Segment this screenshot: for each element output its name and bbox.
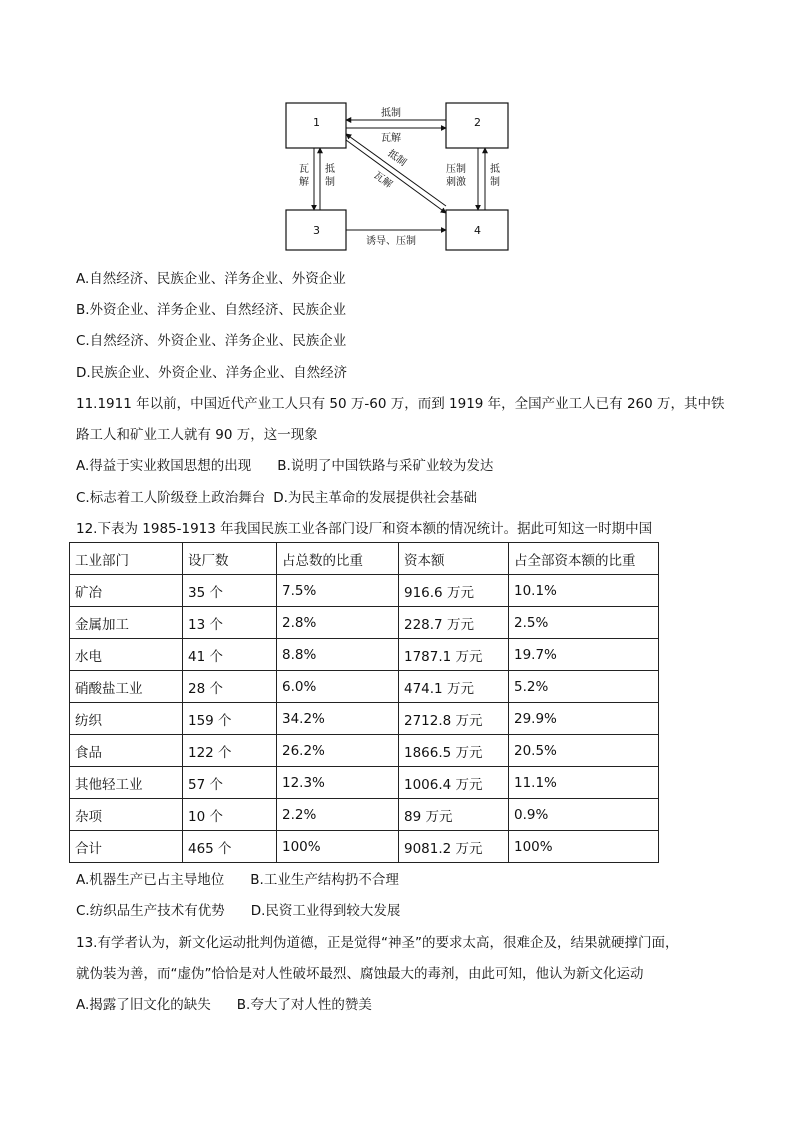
table-cell: 1787.1 万元 [399, 639, 509, 671]
svg-text:瓦: 瓦 [299, 164, 309, 175]
svg-text:制: 制 [490, 177, 500, 188]
table-cell: 7.5% [277, 575, 399, 607]
table-cell: 19.7% [509, 639, 659, 671]
label-1-3-a [299, 163, 309, 188]
table-row [70, 639, 659, 671]
box-4-label: 4 [474, 224, 481, 237]
q13-stem-line2: 就伪装为善，而“虚伪”恰恰是对人性破坏最烈、腐蚀最大的毒剂，由此可知，他认为新文化运动 [76, 966, 644, 982]
table-cell: 13 个 [183, 607, 277, 639]
q12-option-c: C.纺织品生产技术有优势 [76, 903, 225, 919]
svg-text:制: 制 [325, 177, 335, 188]
label-1-4: 瓦解 [371, 170, 395, 191]
table-cell: 1006.4 万元 [399, 767, 509, 799]
box-1-label: 1 [313, 116, 320, 129]
table-header-cell: 占全部资本额的比重 [509, 543, 659, 575]
table-cell: 465 个 [183, 831, 277, 863]
label-4-2 [490, 162, 500, 188]
table-cell: 9081.2 万元 [399, 831, 509, 863]
table-cell: 34.2% [277, 703, 399, 735]
table-cell: 228.7 万元 [399, 607, 509, 639]
table-header-cell: 占总数的比重 [277, 543, 399, 575]
q10-option-d: D.民族企业、外资企业、洋务企业、自然经济 [76, 365, 348, 381]
table-cell: 26.2% [277, 735, 399, 767]
table-cell: 2.8% [277, 607, 399, 639]
table-cell: 矿冶 [70, 575, 183, 607]
svg-text:刺激: 刺激 [446, 177, 466, 188]
table-row [70, 831, 659, 863]
table-cell: 2.5% [509, 607, 659, 639]
label-2-4 [446, 162, 466, 188]
q12-option-a: A.机器生产已占主导地位 [76, 872, 225, 888]
table-row [70, 607, 659, 639]
table-cell: 474.1 万元 [399, 671, 509, 703]
table-cell: 纺织 [70, 703, 183, 735]
table-cell: 10 个 [183, 799, 277, 831]
q11-option-d: D.为民主革命的发展提供社会基础 [273, 490, 477, 506]
q12-option-b: B.工业生产结构扔不合理 [250, 872, 399, 888]
table-row [70, 671, 659, 703]
table-cell: 2.2% [277, 799, 399, 831]
table-cell: 89 万元 [399, 799, 509, 831]
table-cell: 1866.5 万元 [399, 735, 509, 767]
box-3-label: 3 [313, 224, 320, 237]
table-header-cell: 资本额 [399, 543, 509, 575]
industry-table [69, 542, 659, 863]
q11-options-ab [76, 457, 493, 475]
q11-option-c: C.标志着工人阶级登上政治舞台 [76, 490, 266, 506]
table-cell: 29.9% [509, 703, 659, 735]
q13-options-ab [76, 996, 372, 1014]
table-row [70, 735, 659, 767]
table-cell: 8.8% [277, 639, 399, 671]
table-row [70, 799, 659, 831]
table-cell: 硝酸盐工业 [70, 671, 183, 703]
box-2-label: 2 [474, 116, 481, 129]
table-cell: 合计 [70, 831, 183, 863]
table-cell: 10.1% [509, 575, 659, 607]
table-header-cell: 设厂数 [183, 543, 277, 575]
table-cell: 水电 [70, 639, 183, 671]
label-2-1: 瓦解 [381, 133, 401, 144]
label-1-3-b [325, 162, 335, 188]
table-row [70, 575, 659, 607]
table-cell: 12.3% [277, 767, 399, 799]
table-cell: 其他轻工业 [70, 767, 183, 799]
table-cell: 2712.8 万元 [399, 703, 509, 735]
table-cell: 6.0% [277, 671, 399, 703]
q11-options-cd [76, 489, 477, 507]
label-1-2: 抵制 [381, 108, 401, 119]
table-cell: 食品 [70, 735, 183, 767]
table-cell: 20.5% [509, 735, 659, 767]
q12-stem: 12.下表为 1985-1913 年我国民族工业各部门设厂和资本额的情况统计。据此可知这一时期中国 [76, 521, 653, 537]
label-3-4: 诱导、压制 [366, 236, 416, 247]
table-cell: 11.1% [509, 767, 659, 799]
table-cell: 100% [509, 831, 659, 863]
svg-text:压制: 压制 [446, 164, 466, 175]
table-header-row [70, 543, 659, 575]
svg-text:解: 解 [299, 177, 309, 188]
label-4-1: 抵制 [385, 148, 409, 169]
q13-stem-line1: 13.有学者认为，新文化运动批判伪道德，正是觉得“神圣”的要求太高，很难企及，结果就硬撑门面， [76, 935, 679, 951]
q12-options-cd [76, 902, 400, 920]
svg-text:抵: 抵 [490, 164, 500, 175]
table-cell: 57 个 [183, 767, 277, 799]
table-cell: 100% [277, 831, 399, 863]
q10-option-c: C.自然经济、外资企业、洋务企业、民族企业 [76, 333, 347, 349]
q10-option-a: A.自然经济、民族企业、洋务企业、外资企业 [76, 271, 346, 287]
table-cell: 41 个 [183, 639, 277, 671]
table-cell: 159 个 [183, 703, 277, 735]
table-cell: 金属加工 [70, 607, 183, 639]
svg-text:抵: 抵 [325, 164, 335, 175]
table-row [70, 703, 659, 735]
q12-options-ab [76, 871, 399, 889]
q10-option-b: B.外资企业、洋务企业、自然经济、民族企业 [76, 302, 347, 318]
table-cell: 0.9% [509, 799, 659, 831]
q11-option-a: A.得益于实业救国思想的出现 [76, 458, 252, 474]
table-cell: 35 个 [183, 575, 277, 607]
q11-stem-line2: 路工人和矿业工人就有 90 万，这一现象 [76, 427, 318, 443]
table-cell: 5.2% [509, 671, 659, 703]
q12-option-d: D.民资工业得到较大发展 [250, 903, 401, 919]
table-header-cell: 工业部门 [70, 543, 183, 575]
relationship-diagram [282, 98, 516, 254]
table-cell: 916.6 万元 [399, 575, 509, 607]
table-row [70, 767, 659, 799]
q11-option-b: B.说明了中国铁路与采矿业较为发达 [277, 458, 494, 474]
table-cell: 杂项 [70, 799, 183, 831]
q13-option-b: B.夸大了对人性的赞美 [236, 997, 372, 1013]
q13-option-a: A.揭露了旧文化的缺失 [76, 997, 211, 1013]
table-cell: 28 个 [183, 671, 277, 703]
q11-stem-line1: 11.1911 年以前，中国近代产业工人只有 50 万-60 万，而到 1919 年，全国产业工人已有 260 万，其中铁 [76, 396, 725, 412]
table-cell: 122 个 [183, 735, 277, 767]
